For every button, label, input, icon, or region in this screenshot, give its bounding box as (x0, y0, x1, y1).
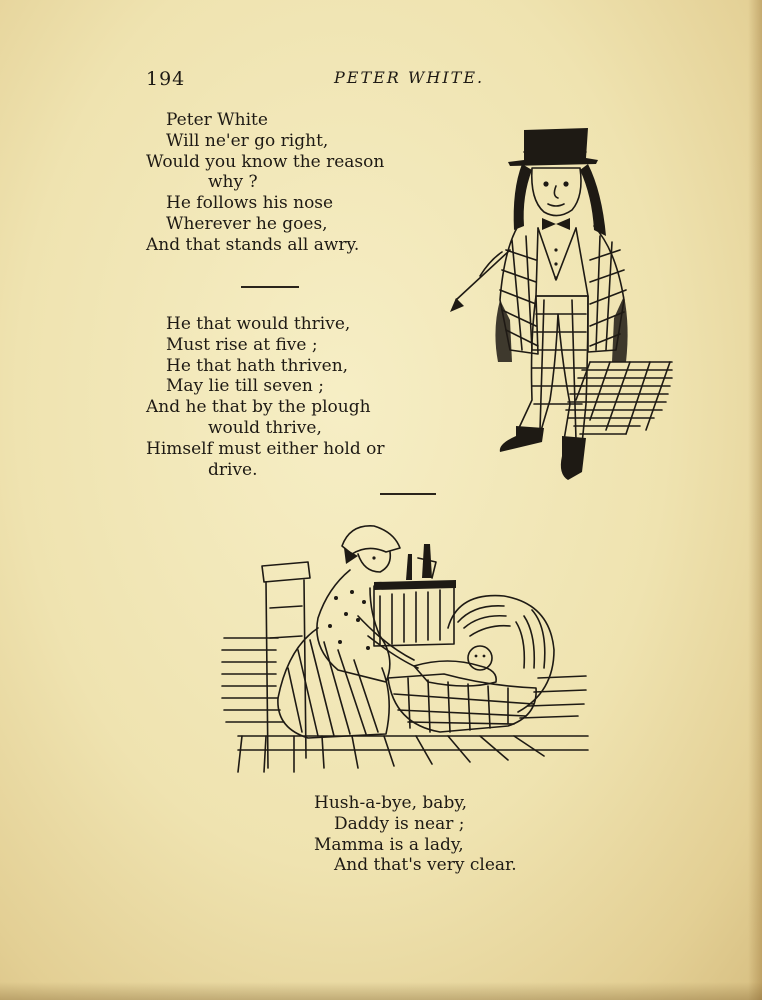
poem-line: And that's very clear. (334, 855, 517, 876)
poem-line: He that hath thriven, (166, 355, 349, 376)
floorboards (238, 736, 588, 772)
running-head: PETER WHITE. (334, 68, 485, 87)
poem-line: He follows his nose (166, 193, 334, 214)
ground-shadow (566, 362, 672, 434)
poem-line: Daddy is near ; (334, 813, 465, 834)
mother-and-cradle-icon (218, 518, 590, 776)
poem-line: would thrive, (208, 417, 322, 438)
poem-hush-a-bye-baby (314, 793, 517, 876)
poem-line: Mamma is a lady, (314, 834, 464, 855)
page-edge-shadow (748, 0, 762, 1000)
poem-line: Himself must either hold or (146, 438, 385, 459)
poem-line: And that stands all awry. (146, 234, 360, 255)
poem-line: why ? (208, 172, 258, 193)
page-number: 194 (146, 68, 186, 90)
poem-he-that-would-thrive (146, 314, 384, 480)
poem-line: Would you know the reason (146, 151, 385, 172)
poem-line: Peter White (166, 110, 268, 130)
poem-line: And he that by the plough (146, 397, 371, 418)
section-divider (380, 493, 436, 495)
page-bottom-shadow (0, 982, 762, 1000)
poem-line: Will ne'er go right, (166, 130, 329, 151)
poem-line: He that would thrive, (166, 314, 351, 334)
poem-peter-white (146, 110, 384, 256)
section-divider (241, 286, 299, 288)
poem-line: drive. (208, 459, 258, 480)
poem-line: May lie till seven ; (166, 376, 324, 397)
poem-line: Must rise at five ; (166, 334, 318, 355)
peter-white-figure-icon (440, 100, 680, 490)
poem-line: Hush-a-bye, baby, (314, 793, 468, 813)
poem-line: Wherever he goes, (166, 213, 328, 234)
